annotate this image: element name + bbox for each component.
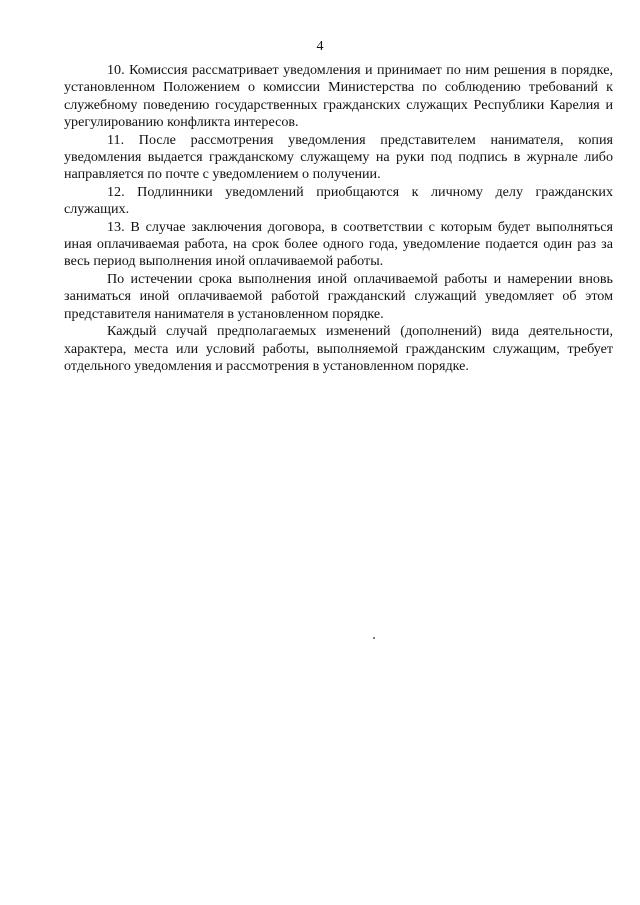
page-number: 4 [316, 39, 324, 54]
paragraph-resumption-notice: По истечении срока выполнения иной оплачиваемой работы и намерении вновь заниматься иной оплачиваемой работой гражданский служащий уведомляет об этом представителя нанимателя в установленном порядке. [64, 270, 613, 322]
document-body [64, 62, 613, 375]
paragraph-10-commission-review: 10. Комиссия рассматривает уведомления и принимает по ним решения в порядке, установленном Положением о комиссии Министерства по соблюдению требований к служебному поведению государственных гражданских служащих Республики Карелия и урегулированию конфликта интересов. [64, 62, 613, 131]
paragraph-12-originals-filed: 12. Подлинники уведомлений приобщаются к личному делу гражданских служащих. [64, 183, 613, 218]
scan-speck [373, 637, 375, 639]
paragraph-11-notification-copy: 11. После рассмотрения уведомления представителем нанимателя, копия уведомления выдается гражданскому служащему на руки под подпись в журнале либо направляется по почте с уведомлением о получении. [64, 131, 613, 183]
paragraph-13-long-term-contract: 13. В случае заключения договора, в соответствии с которым будет выполняться иная оплачиваемая работа, на срок более одного года, уведомление подается один раз за весь период выполнения иной оплачиваемой работы. [64, 218, 613, 270]
paragraph-changes-notice: Каждый случай предполагаемых изменений (дополнений) вида деятельности, характера, места или условий работы, выполняемой гражданским служащим, требует отдельного уведомления и рассмотрения в установленном порядке. [64, 323, 613, 374]
